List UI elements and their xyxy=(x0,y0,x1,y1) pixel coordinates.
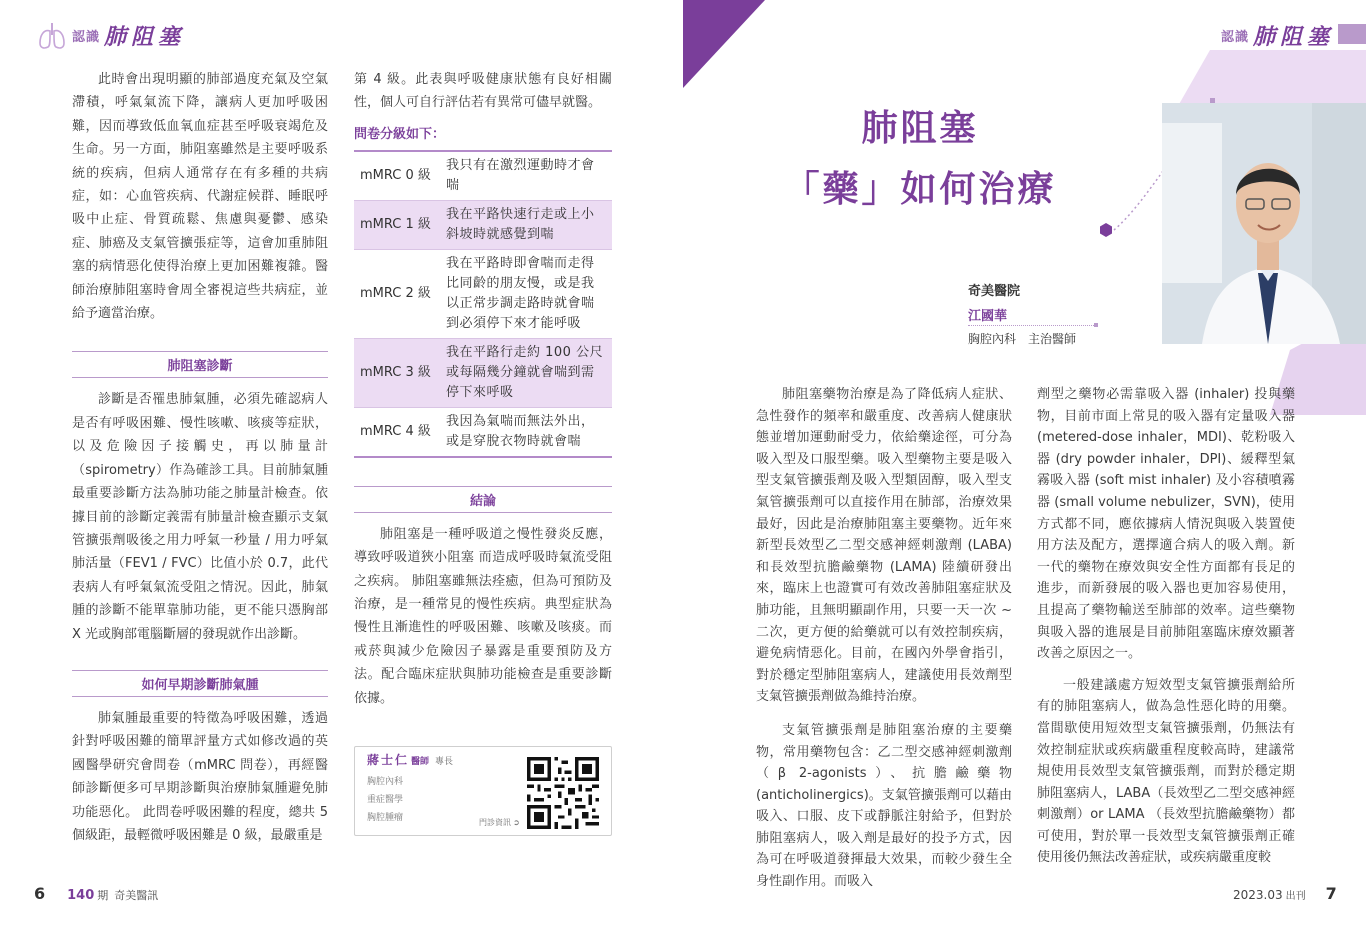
mmrc-row xyxy=(354,338,612,407)
mmrc-level: mMRC 3 級 xyxy=(354,338,440,407)
doctor-photo xyxy=(1162,103,1366,344)
arrow-right-icon: ➲ xyxy=(513,818,520,827)
right-col1 xyxy=(756,384,1012,893)
mmrc-level: mMRC 4 級 xyxy=(354,407,440,457)
issue-date-suffix: 出刊 xyxy=(1285,891,1306,902)
doctor-name: 蔣士仁 xyxy=(367,753,410,767)
right-page-number: 7 xyxy=(1325,884,1337,903)
mmrc-row xyxy=(354,200,612,249)
author-hospital: 奇美醫院 xyxy=(968,284,1021,299)
doctor-info-box xyxy=(354,746,612,836)
mmrc-desc: 我在平路時即會喘而走得比同齡的朋友慢，或是我以正常步調走路時就會喘到必須停下來才能呼吸 xyxy=(440,249,612,338)
early-paragraph: 肺氣腫最重要的特徵為呼吸困難，透過針對呼吸困難的簡單評量方式如修改過的英國醫學研究會問卷（mMRC 問卷），再經醫師診斷便多可早期診斷與治療肺氣腫避免肺功能惡化。 此問卷呼吸困難的程度，總共 5 個級距，最輕微呼吸困難是 0 級，最嚴重是 xyxy=(72,710,328,843)
treatment-paragraph-1: 肺阻塞藥物治療是為了降低病人症狀、急性發作的頻率和嚴重度、改善病人健康狀態並增加運動耐受力，依給藥途徑，可分為吸入型及口服型藥。吸入型藥物主要是吸入型支氣管擴張劑及吸入型類固醇，吸入型支氣管擴張劑可以直接作用在肺部，治療效果最好，因此是治療肺阻塞主要藥物。近年來新型長效型乙二型交感神經刺激劑 (LABA) 和長效型抗膽鹼藥物 (LAMA) 陸續研發出來，臨床上也證實可有效改善肺阻塞症狀及肺功能，且無明顯副作用，只要一天一次 ~ 二次，更方便的給藥就可以有效控制疾病，避免病情惡化。目前，在國內外學會指引，對於穩定型肺阻塞病人，建議使用長效劑型支氣管擴張劑做為維持治療。 xyxy=(756,387,1012,705)
left-footer xyxy=(34,884,158,903)
header-small-left: 認識 xyxy=(72,30,101,45)
right-footer xyxy=(1233,884,1337,903)
mmrc-row xyxy=(354,249,612,338)
clinic-info-label: 門診資訊 xyxy=(479,818,511,827)
recommendation-paragraph: 一般建議處方短效型支氣管擴張劑給所有的肺阻塞病人，做為急性惡化時的用藥。當間歇使用短效型支氣管擴張劑，仍無法有效控制症狀或疾病嚴重程度較高時，建議常規使用長效型支氣管擴張劑，而對於穩定期肺阻塞病人，LABA（長效型乙二型交感神經刺激劑）or LAMA （長效型抗膽鹼藥物）都可使用，對於單一長效型支氣管擴張劑正確使用後仍無法改善症狀，或疾病嚴重度較 xyxy=(1037,677,1295,866)
mmrc-desc: 我在平路行走約 100 公尺或每隔幾分鐘就會喘到需停下來呼吸 xyxy=(440,338,612,407)
author-underline xyxy=(968,325,1094,326)
mmrc-level: mMRC 2 級 xyxy=(354,249,440,338)
col2-top-paragraph: 第 4 級。此表與呼吸健康狀態有良好相關性，個人可自行評估若有異常可儘早就醫。 xyxy=(354,72,612,111)
mmrc-row xyxy=(354,151,612,201)
lungs-icon xyxy=(38,21,66,51)
intro-paragraph: 此時會出現明顯的肺部過度充氣及空氣滯積，呼氣氣流下降，讓病人更加呼吸困難，因而導致低血氧血症甚至呼吸衰竭危及生命。另一方面，肺阻塞雖然是主要呼吸系統的疾病，但病人通常存在有多種的共病症，如：心血管疾病、代謝症候群、睡眠呼吸中止症、骨質疏鬆、焦慮與憂鬱、感染症、肺癌及支氣管擴張症等，這會加重肺阻塞的病情惡化使得治療上更加困難複雜。醫師治療肺阻塞時會周全審視這些共病症，並給予適當治療。 xyxy=(72,72,328,322)
left-page-number: 6 xyxy=(34,884,46,903)
qr-code[interactable] xyxy=(527,757,599,829)
inhaler-paragraph: 劑型之藥物必需靠吸入器 (inhaler) 投與藥物，目前市面上常見的吸入器有定量吸入器 (metered-dose inhaler，MDI)、乾粉吸入器 (dry powder inhaler，DPI)、緩釋型氣霧吸入器 (soft mist inhaler) 及小容積噴霧器 (small volume nebulizer，SVN)，使用方式都不同，應依據病人情況與吸入裝置使用方法及配方，選擇適合病人的吸入劑。新一代的藥物在療效與安全性方面都有長足的進步，而新發展的吸入器也更加容易使用，且提高了藥物輸送至肺部的效率。這些藥物與吸入器的進展是目前肺阻塞臨床療效顯著改善之原因之一。 xyxy=(1037,387,1295,662)
issue-word: 期 xyxy=(97,889,109,902)
doctor-portrait xyxy=(1162,103,1366,344)
header-big-left: 肺阻塞 xyxy=(104,24,186,50)
mmrc-desc: 我因為氣喘而無法外出，或是穿脫衣物時就會喘 xyxy=(440,407,612,457)
mmrc-desc: 我只有在激烈運動時才會喘 xyxy=(440,151,612,201)
magazine-name: 奇美醫訊 xyxy=(114,889,159,902)
diagnosis-paragraph: 診斷是否罹患肺氣腫，必須先確認病人是否有呼吸困難、慢性咳嗽、咳痰等症狀，以及危險因子接觸史，再以肺量計（spirometry）作為確診工具。目前肺氣腫最重要診斷方法為肺功能之肺量計檢查。依據目前的診斷定義需有肺量計檢查顯示支氣管擴張劑吸後之用力呼氣一秒量 / 用力呼氣肺活量（FEV1 / FVC）比值小於 0.7，此代表病人有呼氣氣流受阻之情況。因此，肺氣腫的診斷不能單靠肺功能，更不能只憑胸部 X 光或胸部電腦斷層的發現就作出診斷。 xyxy=(72,392,328,642)
specialty-item: 胸腔腫瘤 xyxy=(367,813,404,823)
left-col2 xyxy=(354,68,612,710)
mmrc-desc: 我在平路快速行走或上小斜坡時就感覺到喘 xyxy=(440,200,612,249)
mmrc-level: mMRC 0 級 xyxy=(354,151,440,201)
header-small-right: 認識 xyxy=(1221,30,1250,45)
author-block xyxy=(968,280,1108,347)
section-heading-diagnosis: 肺阻塞診斷 xyxy=(72,351,328,378)
left-header xyxy=(38,20,185,51)
specialty-item: 胸腔內科 xyxy=(367,777,404,787)
decor-triangle xyxy=(683,0,765,90)
doctor-title: 醫師 xyxy=(411,757,430,767)
title-line-2: 「藥」如何治療 xyxy=(783,168,1057,210)
doctor-spec-label: 專長 xyxy=(435,757,454,767)
treatment-paragraph-2: 支氣管擴張劑是肺阻塞治療的主要藥物，常用藥物包含：乙二型交感神經刺激劑（β 2-agonists）、抗膽鹼藥物 (anticholinergics)。支氣管擴張劑可以藉由吸入、口服、皮下或靜脈注射給予，但對於肺阻塞病人，吸入劑是最好的投予方式，因為可在呼吸道發揮最大效果，而較少發生全身性副作用。而吸入 xyxy=(756,722,1012,890)
mmrc-row xyxy=(354,407,612,457)
right-header xyxy=(1221,20,1334,51)
header-tab xyxy=(1338,24,1366,44)
conclusion-paragraph: 肺阻塞是一種呼吸道之慢性發炎反應，導致呼吸道狹小阻塞 而造成呼吸時氣流受阻之疾病。 肺阻塞雖無法痊癒，但為可預防及治療，是一種常見的慢性疾病。典型症狀為慢性且漸進性的呼吸困難、咳嗽及咳痰。而戒菸與減少危險因子暴露是重要預防及方法。配合臨床症狀與肺功能檢查是重要診斷依據。 xyxy=(354,526,612,706)
mmrc-table xyxy=(354,150,612,458)
mmrc-level: mMRC 1 級 xyxy=(354,200,440,249)
author-dept: 胸腔內科 主治醫師 xyxy=(968,332,1077,346)
issue-date: 2023.03 xyxy=(1233,888,1283,902)
right-col2 xyxy=(1037,384,1295,869)
section-heading-conclusion: 結論 xyxy=(354,486,612,513)
article-title xyxy=(780,100,1060,212)
quiz-label: 問卷分級如下： xyxy=(354,126,446,142)
left-col1 xyxy=(72,68,328,847)
title-line-1: 肺阻塞 xyxy=(861,107,979,149)
section-heading-early: 如何早期診斷肺氣腫 xyxy=(72,670,328,697)
author-name: 江國華 xyxy=(968,309,1008,324)
header-big-right: 肺阻塞 xyxy=(1253,24,1335,50)
specialty-list xyxy=(367,773,403,827)
specialty-item: 重症醫學 xyxy=(367,795,404,805)
issue-number: 140 xyxy=(67,888,95,903)
